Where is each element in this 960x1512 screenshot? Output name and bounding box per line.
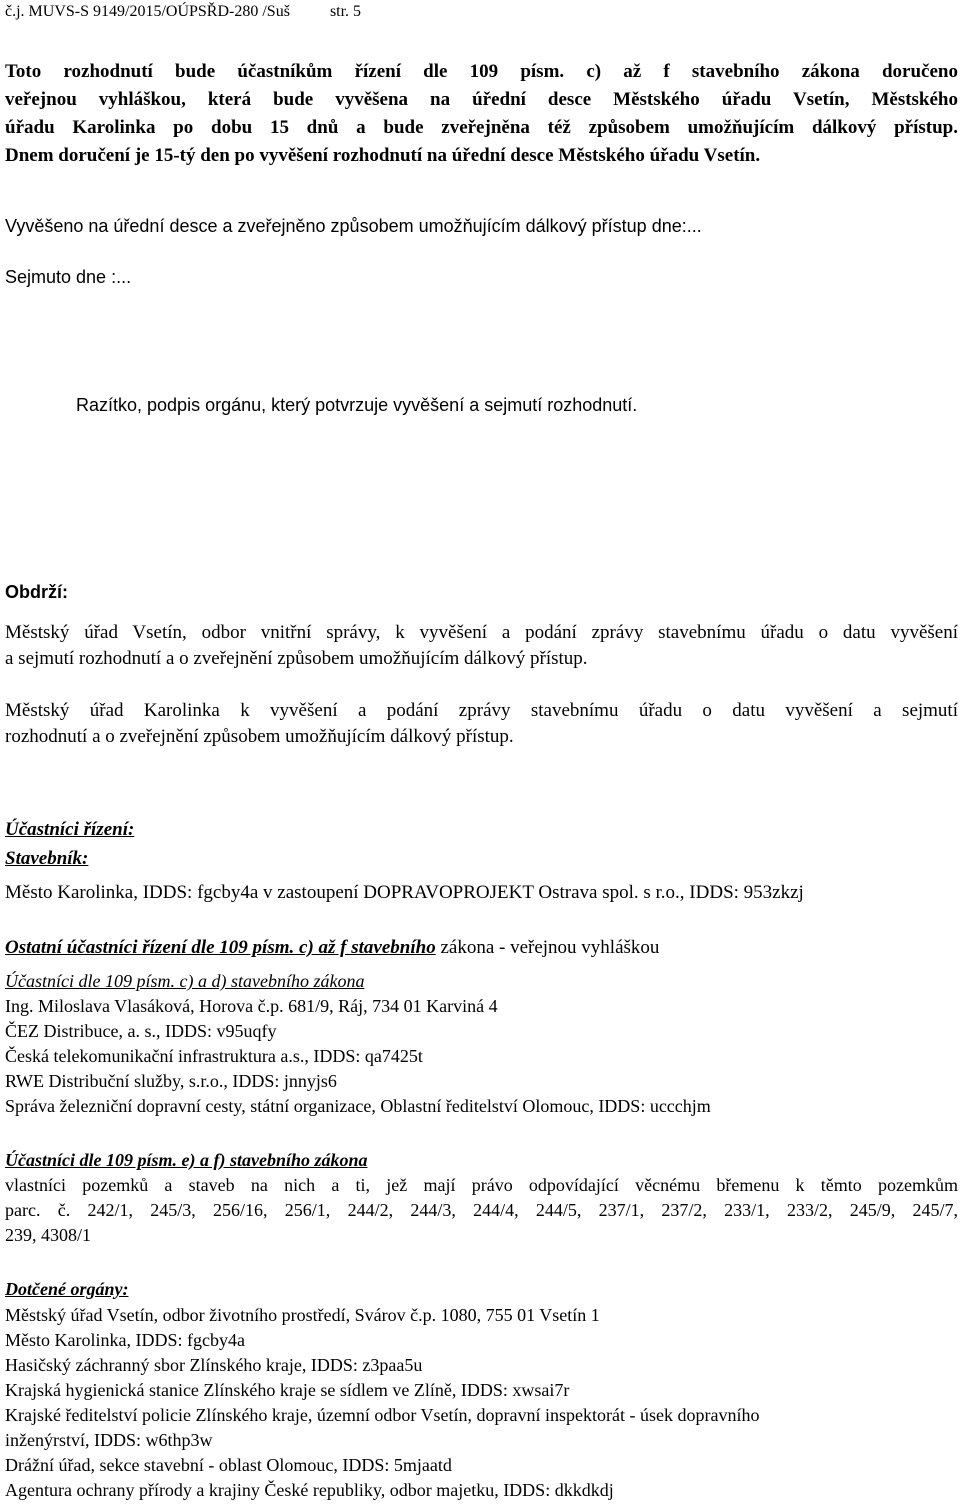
recipient-line: Městský úřad Karolinka k vyvěšení a podání zprávy stavebnímu úřadu o datu vyvěšení a sejmutí [5, 700, 958, 721]
page-number: str. 5 [329, 3, 362, 20]
recipient-line: Městský úřad Vsetín, odbor vnitřní správy, k vyvěšení a podání zprávy stavebnímu úřadu o datu vyvěšení [5, 622, 958, 643]
builder-entry: Město Karolinka, IDDS: fgcby4a v zastoupení DOPRAVOPROJEKT Ostrava spol. s r.o., IDDS: 953zkzj [5, 882, 804, 903]
recipient-item [5, 698, 958, 750]
group-ef-line: vlastníci pozemků a staveb na nich a ti, jež mají právo odpovídající věcnému břemenu k těmto pozemkům [5, 1175, 958, 1195]
group-ef-text [5, 1173, 958, 1248]
authorities-list [5, 1303, 958, 1503]
authority-entry: inženýrství, IDDS: w6thp3w [5, 1430, 213, 1450]
participants-heading: Účastníci řízení: [5, 819, 135, 840]
reference-number: č.j. MUVS-S 9149/2015/OÚPSŘD-280 /Suš [5, 3, 290, 20]
posted-date-field: Vyvěšeno na úřední desce a zveřejněno způsobem umožňujícím dálkový přístup dne:... [5, 216, 702, 236]
authority-entry: Krajské ředitelství policie Zlínského kraje, územní odbor Vsetín, dopravní inspektorát - úsek dopravního [5, 1405, 760, 1425]
recipients-heading: Obdrží: [5, 582, 68, 602]
stamp-signature-label: Razítko, podpis orgánu, který potvrzuje vyvěšení a sejmutí rozhodnutí. [76, 395, 638, 415]
builder-heading: Stavebník: [5, 848, 89, 869]
other-participants-method: zákona - veřejnou vyhláškou [435, 937, 660, 958]
group-cd-heading: Účastníci dle 109 písm. c) a d) stavebního zákona [5, 971, 365, 991]
notice-line: úřadu Karolinka po dobu 15 dnů a bude zveřejněna též způsobem umožňujícím dálkový přístup. [5, 117, 958, 138]
page-header [5, 2, 361, 22]
other-participants-title: Ostatní účastníci řízení dle 109 písm. c) až f stavebního [5, 937, 436, 958]
group-ef-line: parc. č. 242/1, 245/3, 256/16, 256/1, 244/2, 244/3, 244/4, 244/5, 237/1, 237/2, 233/1, 233/2, 245/9, 245/7, [5, 1200, 958, 1220]
group-ef-heading: Účastníci dle 109 písm. e) a f) stavebního zákona [5, 1150, 368, 1170]
notice-line: veřejnou vyhláškou, která bude vyvěšena na úřední desce Městského úřadu Vsetín, Městského [5, 89, 958, 110]
authority-entry: Hasičský záchranný sbor Zlínského kraje, IDDS: z3paa5u [5, 1355, 423, 1375]
group-ef-line: 239, 4308/1 [5, 1225, 92, 1245]
authority-entry: Krajská hygienická stanice Zlínského kraje se sídlem ve Zlíně, IDDS: xwsai7r [5, 1380, 570, 1400]
recipient-line: rozhodnutí a o zveřejnění způsobem umožňujícím dálkový přístup. [5, 726, 514, 747]
authorities-heading: Dotčené orgány: [5, 1279, 129, 1299]
authority-entry: Městský úřad Vsetín, odbor životního prostředí, Svárov č.p. 1080, 755 01 Vsetín 1 [5, 1305, 600, 1325]
notice-line: Toto rozhodnutí bude účastníkům řízení dle 109 písm. c) až f stavebního zákona doručeno [5, 61, 958, 82]
participant-entry: RWE Distribuční služby, s.r.o., IDDS: jnnyjs6 [5, 1071, 337, 1091]
notice-line: Dnem doručení je 15-tý den po vyvěšení rozhodnutí na úřední desce Městského úřadu Vsetín. [5, 145, 761, 166]
delivery-notice [5, 58, 958, 170]
recipient-item [5, 620, 958, 672]
participant-entry: ČEZ Distribuce, a. s., IDDS: v95uqfy [5, 1021, 277, 1041]
authority-entry: Agentura ochrany přírody a krajiny České republiky, odbor majetku, IDDS: dkkdkdj [5, 1480, 614, 1500]
recipient-line: a sejmutí rozhodnutí a o zveřejnění způsobem umožňujícím dálkový přístup. [5, 648, 588, 669]
removed-date-field: Sejmuto dne :... [5, 267, 132, 287]
participant-entry: Česká telekomunikační infrastruktura a.s., IDDS: qa7425t [5, 1046, 423, 1066]
other-participants-heading [5, 935, 958, 961]
participant-entry: Správa železniční dopravní cesty, státní organizace, Oblastní ředitelství Olomouc, IDDS: uccchjm [5, 1096, 711, 1116]
authority-entry: Drážní úřad, sekce stavební - oblast Olomouc, IDDS: 5mjaatd [5, 1455, 452, 1475]
authority-entry: Město Karolinka, IDDS: fgcby4a [5, 1330, 245, 1350]
participant-entry: Ing. Miloslava Vlasáková, Horova č.p. 681/9, Ráj, 734 01 Karviná 4 [5, 996, 498, 1016]
group-cd-list [5, 994, 958, 1119]
